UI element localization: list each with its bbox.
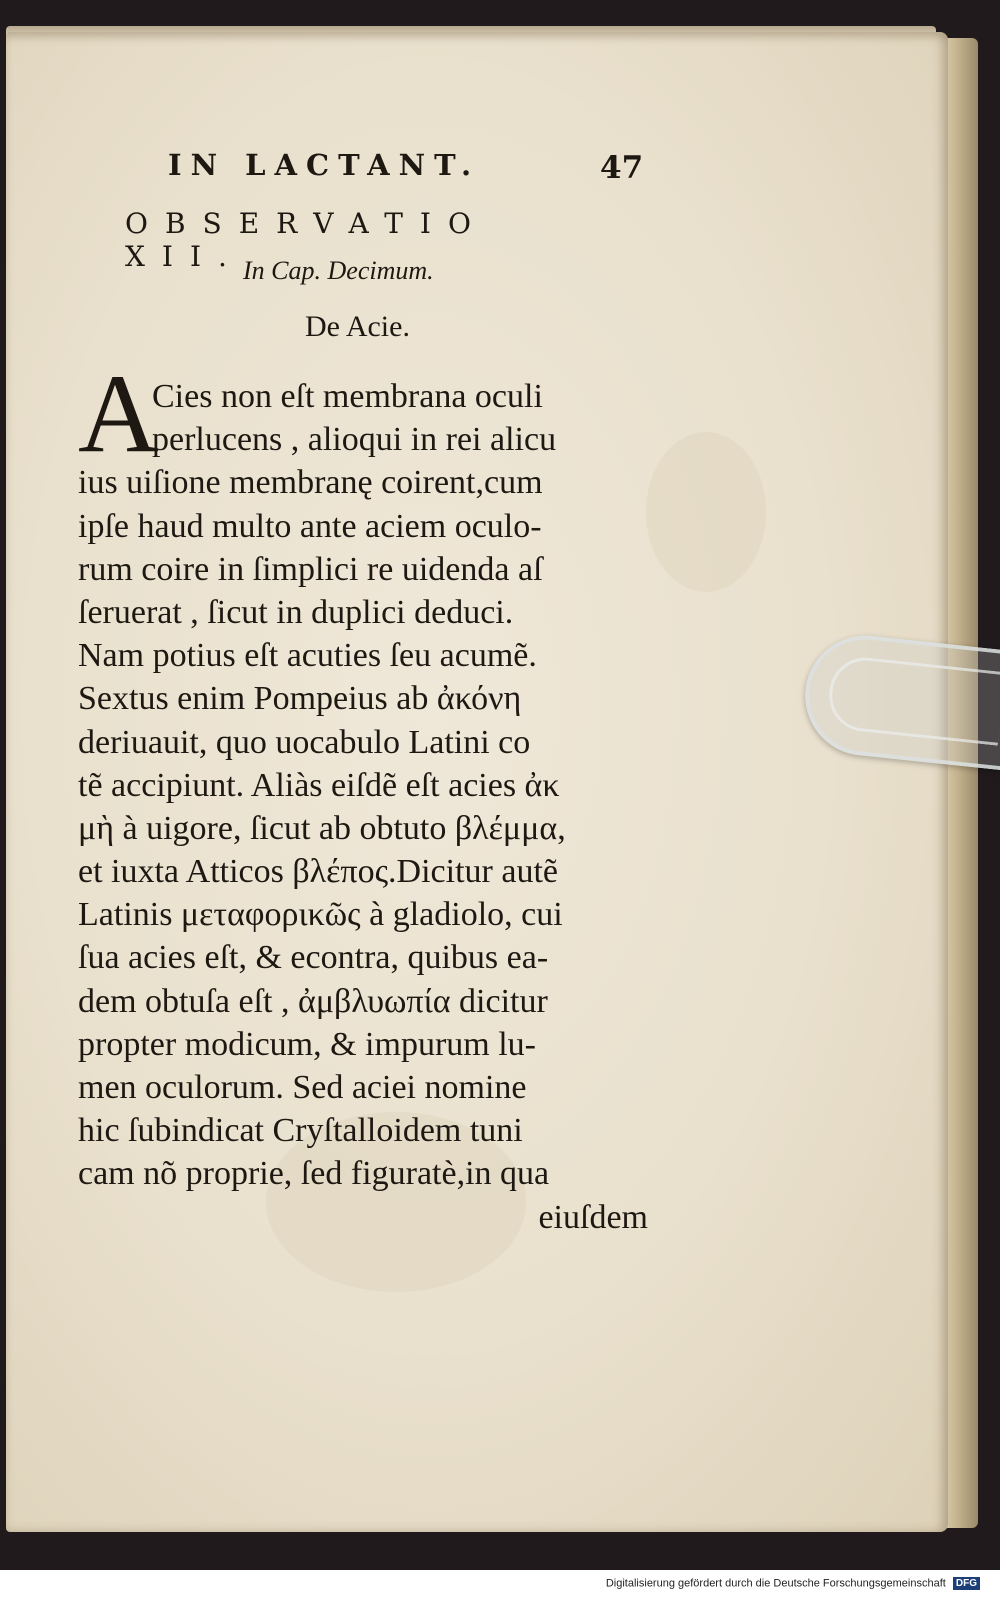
paper-stain xyxy=(646,432,766,592)
page-clip-inner xyxy=(826,654,1000,746)
running-head: IN LACTANT. xyxy=(168,148,481,182)
text-line: dem obtuſa eſt , ἀμβλυωπία dicitur xyxy=(78,982,548,1020)
text-line: deriuauit, quo uocabulo Latini co xyxy=(78,723,531,761)
text-line: ius uiſione membranę coirent,cum xyxy=(78,464,543,502)
text-line: ipſe haud multo ante aciem oculo- xyxy=(78,507,542,545)
text-line: men oculorum. Sed aciei nomine xyxy=(78,1069,527,1106)
dfg-logo: DFG xyxy=(953,1577,980,1590)
observation-title: OBSERVATIO XII. xyxy=(125,207,488,273)
body-text xyxy=(78,375,648,1239)
text-line: Latinis μεταφορικῶς à gladiolo, cui xyxy=(78,896,563,934)
text-line: et iuxta Atticos βλέπος.Dicitur autẽ xyxy=(78,853,558,891)
text-line: ſeruerat , ſicut in duplici deduci. xyxy=(78,593,514,631)
text-line: rum coire in ſimplici re uidenda aſ xyxy=(78,550,543,588)
chapter-reference: In Cap. Decimum. xyxy=(243,256,434,285)
text-line: Nam potius eſt acuties ſeu acumẽ. xyxy=(78,637,537,675)
text-line: tẽ accipiunt. Aliàs eiſdẽ eſt acies ἀκ xyxy=(78,766,560,804)
text-line: propter modicum, & impurum lu- xyxy=(78,1025,536,1063)
credit-text: Digitalisierung gefördert durch die Deutsche Forschungsgemeinschaft xyxy=(605,1577,946,1590)
page-number: 47 xyxy=(600,150,644,186)
text-line: cam nõ proprie, ſed figuratè,in qua xyxy=(78,1155,550,1193)
digitization-credit xyxy=(540,1577,980,1590)
drop-cap: A xyxy=(78,352,159,476)
text-line: hic ſubindicat Cryſtalloidem tuni xyxy=(78,1112,523,1150)
text-line: μὴ à uigore, ſicut ab obtuto βλέμμα, xyxy=(78,809,566,847)
section-heading: De Acie. xyxy=(305,310,410,343)
text-line: Sextus enim Pompeius ab ἀκόνη xyxy=(78,680,522,718)
text-line: ſua acies eſt, & econtra, quibus ea- xyxy=(78,939,549,977)
catchword: eiuſdem xyxy=(538,1198,648,1236)
text-line: perlucens , alioqui in rei alicu xyxy=(152,421,557,459)
text-line: Cies non eſt membrana oculi xyxy=(152,378,543,415)
